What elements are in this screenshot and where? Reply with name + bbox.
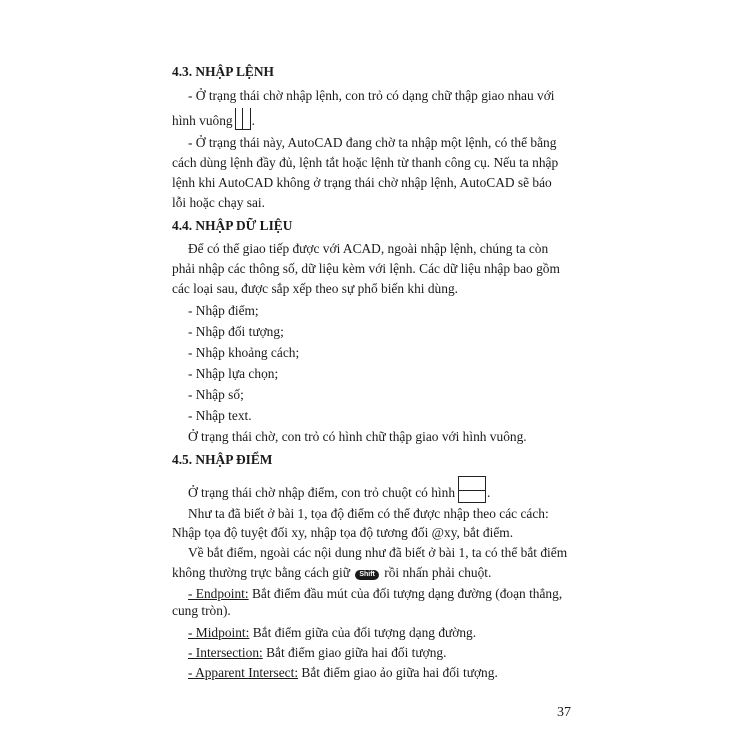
s44-p1-line1: Để có thể giao tiếp được với ACAD, ngoài nhập lệnh, chúng ta còn bbox=[188, 241, 549, 256]
osnap-mode-endpoint-cont: cung tròn). bbox=[172, 603, 231, 618]
s43-p1-line2-text: hình vuông bbox=[172, 113, 233, 128]
s45-p3-line2-text-a: không thường trực bằng cách giữ bbox=[172, 565, 350, 580]
section-4-4-heading: 4.4. NHẬP DỮ LIỆU bbox=[172, 218, 293, 233]
osnap-term: - Intersection: bbox=[188, 645, 263, 660]
osnap-desc: Bắt điểm giữa của đối tượng dạng đường. bbox=[249, 625, 477, 640]
section-4-3-heading: 4.3. NHẬP LỆNH bbox=[172, 64, 274, 79]
s43-p2-line2: cách dùng lệnh đầy đủ, lệnh tắt hoặc lệnh từ thanh công cụ. Nếu ta nhập bbox=[172, 155, 559, 170]
crosshair-square-cursor-icon bbox=[235, 108, 251, 130]
osnap-term: - Midpoint: bbox=[188, 625, 250, 640]
osnap-mode-endpoint bbox=[188, 585, 562, 603]
s44-list-item: - Nhập đối tượng; bbox=[188, 324, 284, 339]
osnap-mode-midpoint bbox=[188, 624, 476, 642]
s44-list-item: - Nhập khoảng cách; bbox=[188, 345, 300, 360]
s43-p2-line3: lệnh khi AutoCAD không ở trạng thái chờ nhập lệnh, AutoCAD sẽ báo bbox=[172, 175, 552, 190]
s45-p3-line2 bbox=[172, 564, 491, 582]
s43-p1-line2-end: . bbox=[251, 113, 255, 128]
osnap-term: - Endpoint: bbox=[188, 586, 249, 601]
shift-key-icon: Shift bbox=[355, 570, 379, 580]
s43-p2-line4: lỗi hoặc chạy sai. bbox=[172, 195, 265, 210]
s44-list-item: - Nhập số; bbox=[188, 387, 244, 402]
s44-p1-line3: các loại sau, được sắp xếp theo sự phổ biến khi dùng. bbox=[172, 281, 458, 296]
osnap-mode-intersection bbox=[188, 644, 446, 662]
s45-p3-line1: Về bắt điểm, ngoài các nội dung như đã biết ở bài 1, ta có thể bắt điểm bbox=[188, 545, 568, 560]
s44-list-item: - Nhập lựa chọn; bbox=[188, 366, 279, 381]
s45-p3-line2-text-b: rồi nhấn phải chuột. bbox=[384, 565, 492, 580]
s43-p1-line2 bbox=[172, 108, 255, 130]
osnap-mode-apparent-intersect bbox=[188, 664, 498, 682]
s45-p2-line2: Nhập tọa độ tuyệt đối xy, nhập tọa độ tương đối @xy, bắt điểm. bbox=[172, 525, 514, 540]
s44-p1-line2: phải nhập các thông số, dữ liệu kèm với lệnh. Các dữ liệu nhập bao gồm bbox=[172, 261, 560, 276]
s45-p1-text: Ở trạng thái chờ nhập điểm, con trỏ chuột có hình bbox=[188, 485, 456, 500]
s43-p1-line1: - Ở trạng thái chờ nhập lệnh, con trỏ có dạng chữ thập giao nhau với bbox=[188, 88, 555, 103]
section-4-5-heading: 4.5. NHẬP ĐIỂM bbox=[172, 452, 273, 467]
s44-list-item: - Nhập text. bbox=[188, 408, 252, 423]
s45-p1-end: . bbox=[487, 485, 491, 500]
s45-p1 bbox=[188, 476, 490, 503]
osnap-desc: Bắt điểm đầu mút của đối tượng dạng đường (đoạn thẳng, bbox=[248, 586, 563, 601]
s44-closing: Ở trạng thái chờ, con trỏ có hình chữ thập giao với hình vuông. bbox=[188, 429, 527, 444]
osnap-desc: Bắt điểm giao giữa hai đối tượng. bbox=[262, 645, 447, 660]
osnap-term: - Apparent Intersect: bbox=[188, 665, 299, 680]
s43-p2-line1: - Ở trạng thái này, AutoCAD đang chờ ta nhập một lệnh, có thể bằng bbox=[188, 135, 557, 150]
s45-p2-line1: Như ta đã biết ở bài 1, tọa độ điểm có thể được nhập theo các cách: bbox=[188, 506, 549, 521]
page-number: 37 bbox=[557, 705, 571, 720]
osnap-desc: Bắt điểm giao ảo giữa hai đối tượng. bbox=[298, 665, 498, 680]
s44-list-item: - Nhập điểm; bbox=[188, 303, 259, 318]
pickbox-rectangle-cursor-icon bbox=[458, 476, 486, 503]
